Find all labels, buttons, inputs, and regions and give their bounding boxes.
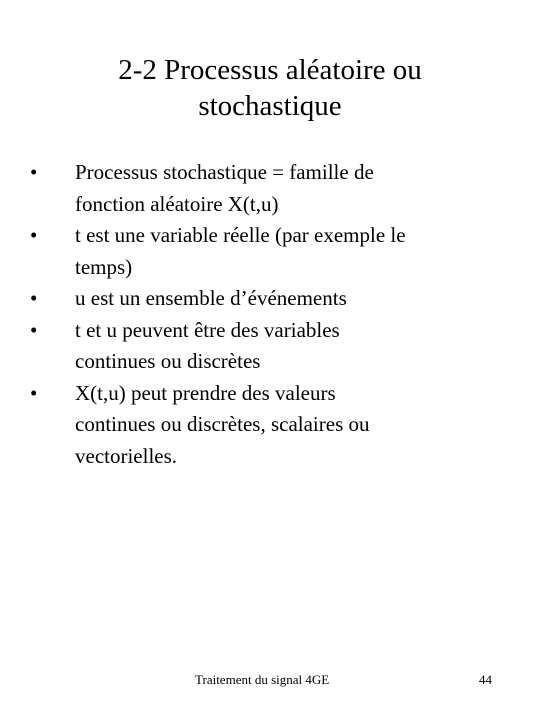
slide-title-line-2: stochastique [198, 90, 342, 122]
bullet-line: continues ou discrètes, scalaires ou [75, 412, 370, 436]
bullet-text [75, 315, 510, 378]
bullet-line: continues ou discrètes [75, 349, 261, 373]
bullet-dot-icon: • [30, 380, 38, 405]
slide-title [40, 52, 500, 124]
page-number: 44 [479, 672, 492, 687]
bullet-item [30, 283, 510, 315]
bullet-line: u est un ensemble d’événements [75, 286, 347, 310]
bullet-line: vectorielles. [75, 443, 178, 468]
bullet-item [30, 315, 510, 378]
bullet-item [30, 378, 510, 473]
bullet-dot-icon: • [30, 286, 38, 310]
slide-footer [0, 670, 540, 690]
bullet-list [30, 157, 510, 472]
bullet-line: fonction aléatoire X(t,u) [75, 191, 279, 216]
bullet-text [75, 157, 510, 220]
bullet-line: temps) [75, 254, 133, 279]
footer-text: Traitement du signal 4GE [195, 672, 330, 687]
bullet-item [30, 220, 510, 283]
bullet-dot-icon: • [30, 160, 38, 184]
bullet-item [30, 157, 510, 220]
bullet-dot-icon: • [30, 317, 38, 342]
bullet-text [75, 378, 510, 473]
bullet-line: t et u peuvent être des variables [75, 317, 340, 342]
bullet-line: X(t,u) peut prendre des valeurs [75, 380, 336, 405]
bullet-line: t est une variable réelle (par exemple le [75, 223, 406, 247]
slide-title-line-1: 2-2 Processus aléatoire ou [118, 54, 422, 86]
bullet-text [75, 220, 510, 283]
bullet-line: Processus stochastique = famille de [75, 160, 374, 184]
bullet-text [75, 283, 510, 315]
bullet-dot-icon: • [30, 223, 38, 247]
